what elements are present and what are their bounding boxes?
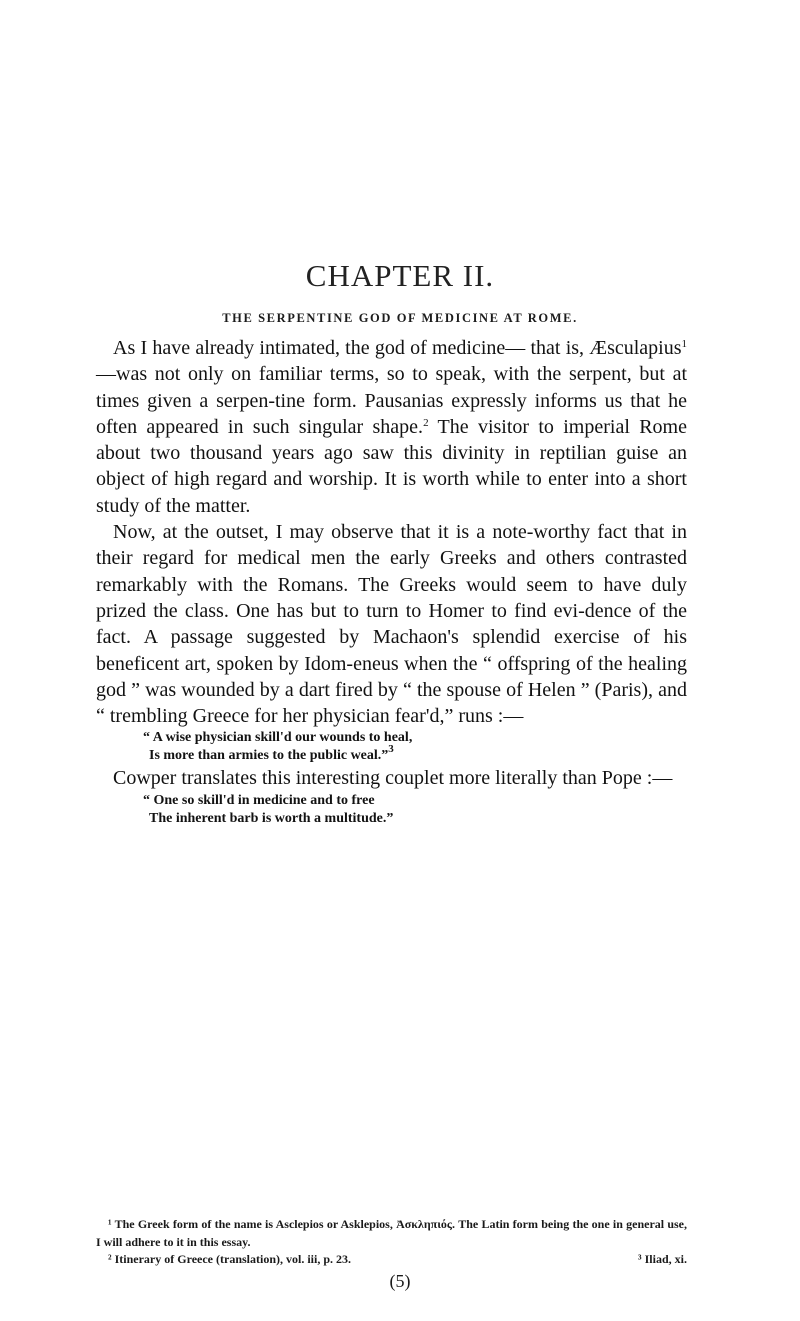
footnote-3 — [638, 1251, 687, 1269]
chapter-title: CHAPTER II. — [305, 258, 495, 293]
quote-cowper-line-1: “ One so skill'd in medicine and to free — [143, 792, 375, 808]
footnote-2 — [108, 1251, 351, 1269]
footnote-2-text: Itinerary of Greece (translation), vol. iii, p. 23. — [111, 1252, 352, 1266]
footnote-ref-2: 2 — [423, 416, 429, 429]
paragraph-1-text-b: —was not only on familiar terms, so to speak, with the serpent, but at times given a serpen-tine form. Pausanias expressly informs us that he often appeared in such singular shape. — [96, 363, 687, 438]
quote-cowper — [143, 792, 687, 828]
paragraph-1-text-c: The visitor to imperial Rome about two thousand years ago saw this divinity in reptilian guise an object of high regard and worship. It is worth while to enter into a short study of the matter. — [96, 415, 687, 517]
footnote-2-mark: ² — [108, 1252, 112, 1266]
quote-pope-line-2: Is more than armies to the public weal.” — [149, 748, 389, 764]
page-number: (5) — [389, 1271, 411, 1291]
footnote-3-text: Iliad, xi. — [641, 1252, 687, 1266]
footnote-3-mark: ³ — [638, 1252, 642, 1266]
footnote-1 — [96, 1216, 687, 1251]
footnote-1-mark: ¹ — [108, 1217, 112, 1231]
paragraph-2 — [96, 519, 687, 729]
quote-pope-line-1: “ A wise physician skill'd our wounds to heal, — [143, 730, 413, 746]
paragraph-2-text: Now, at the outset, I may observe that it is a note-worthy fact that in their regard for medical men the early Greeks and others contrasted remarkably with the Romans. The Greeks would seem to have duly prized the class. One has but to turn to Homer to find evi-dence of the fact. A passage suggested by Machaon's splendid exercise of his beneficent art, spoken by Idom-eneus when the “ offspring of the healing god ” was wounded by a dart fired by “ the spouse of Helen ” (Paris), and “ trembling Greece for her physician fear'd,” runs :— — [96, 521, 687, 728]
quote-pope — [143, 729, 687, 765]
footnote-ref-1: 1 — [681, 338, 687, 350]
chapter-subtitle: THE SERPENTINE GOD OF MEDICINE AT ROME. — [222, 311, 578, 325]
paragraph-1 — [96, 335, 687, 519]
body-text — [96, 335, 687, 828]
footnote-1-text: The Greek form of the name is Asclepios or Asklepios, Ἀσκληπιός. The Latin form being the one in general use, I will adhere to it in this essay. — [96, 1217, 687, 1249]
quote-cowper-line-2: The inherent barb is worth a multitude.” — [149, 810, 394, 826]
paragraph-1-text-a: As I have already intimated, the god of medicine— that is, Æsculapius — [113, 337, 682, 359]
footnotes — [96, 1216, 687, 1269]
paragraph-3 — [96, 765, 687, 791]
footnote-row — [96, 1251, 687, 1269]
paragraph-3-text: Cowper translates this interesting couplet more literally than Pope :— — [113, 767, 673, 790]
footnote-ref-3: 3 — [388, 743, 394, 756]
quote-pope-line-2-wrap — [143, 743, 687, 765]
